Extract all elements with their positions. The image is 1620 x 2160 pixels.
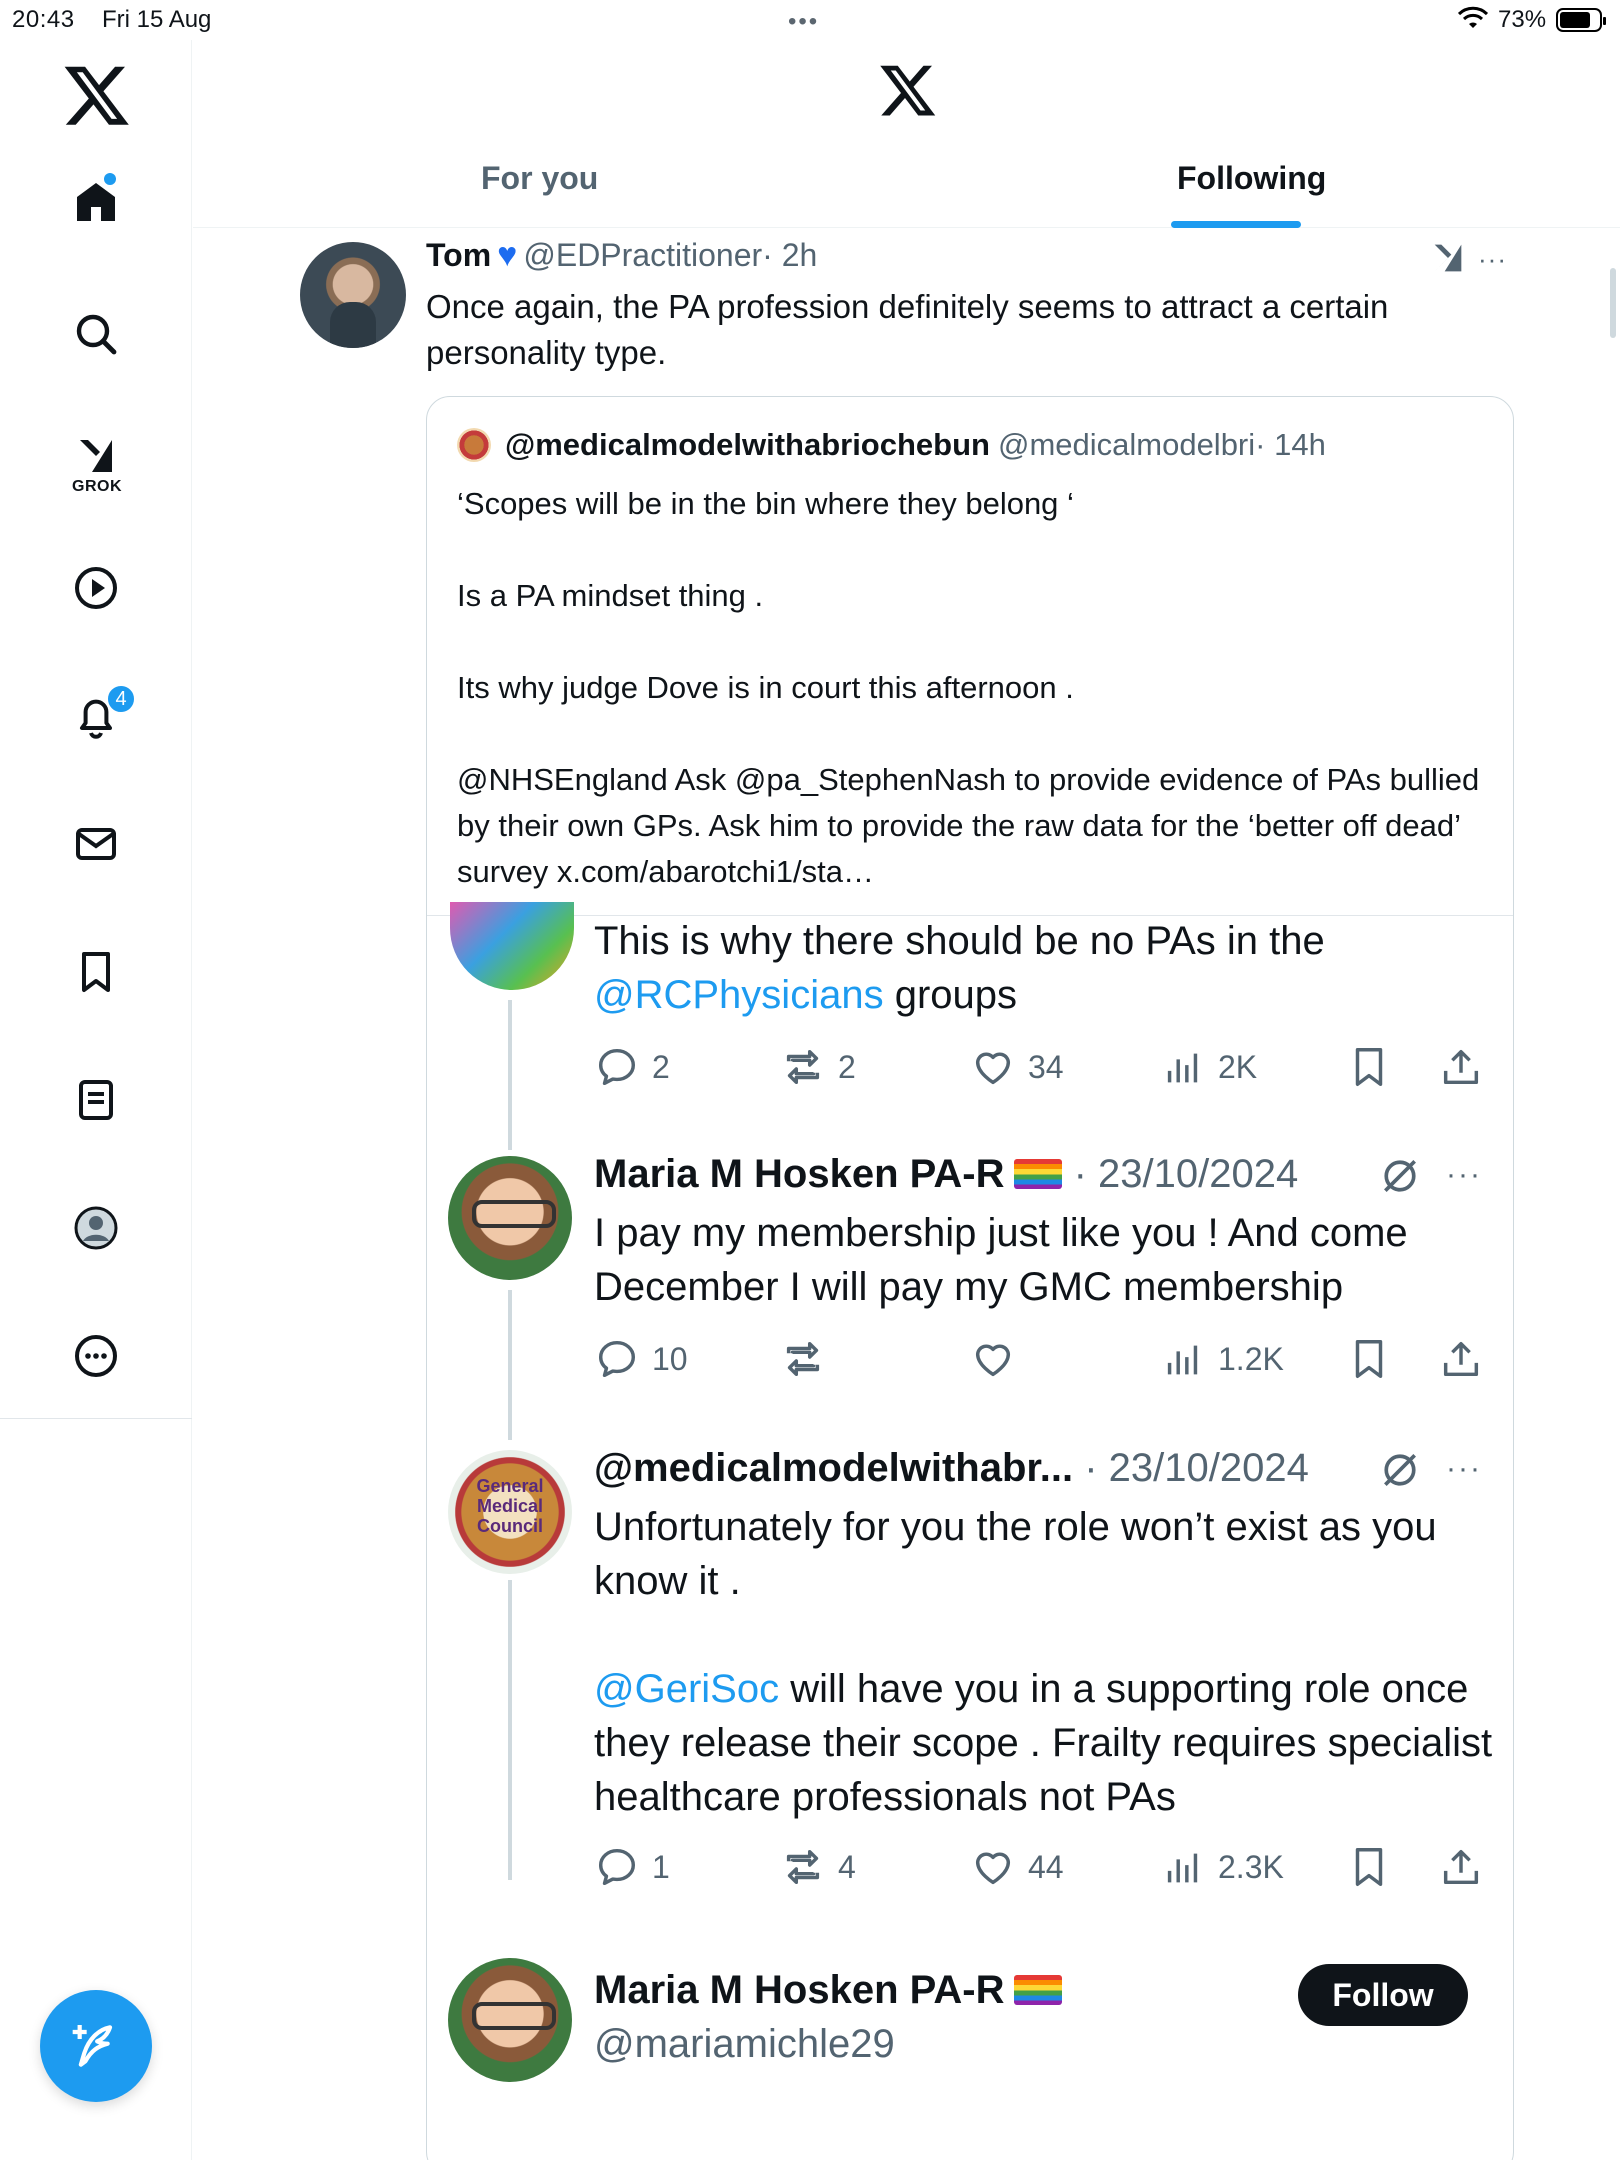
more-options-icon: ··· [1446, 1452, 1482, 1485]
author-handle[interactable]: @EDPractitioner [523, 237, 763, 273]
views-icon [1160, 1044, 1206, 1090]
share-button[interactable] [1438, 1044, 1496, 1090]
avatar [457, 428, 491, 462]
retweet-count: 4 [838, 1848, 856, 1885]
like-button[interactable] [970, 1844, 1064, 1890]
bookmark-button[interactable] [1346, 1336, 1404, 1382]
quoted-tweet-header [457, 427, 1326, 463]
like-button[interactable] [970, 1044, 1064, 1090]
reply-text [594, 914, 1494, 1022]
retweet-icon [780, 1044, 826, 1090]
play-icon[interactable] [60, 552, 132, 624]
reply-button[interactable] [594, 1844, 670, 1890]
retweet-button[interactable] [780, 1336, 838, 1382]
sidebar [0, 40, 192, 2160]
reply-author-name: Maria M Hosken PA-R [594, 1152, 1005, 1196]
bookmark-button[interactable] [1346, 1044, 1404, 1090]
heart-icon [970, 1844, 1016, 1890]
home-icon[interactable] [60, 166, 132, 238]
grok-icon[interactable] [1428, 238, 1468, 278]
tweet-time: · 2h [762, 237, 818, 273]
x-logo-icon[interactable] [878, 60, 938, 120]
status-date: Fri 15 Aug [102, 6, 212, 33]
quoted-paragraph: Is a PA mindset thing . [457, 578, 764, 613]
quoted-paragraph: @NHSEngland Ask @pa_StephenNash to provide evidence of PAs bullied by their own GPs. Ask him to provide the raw data for the ‘better off dead’ survey x.com/abarotchi1/sta… [457, 762, 1480, 889]
like-count: 44 [1028, 1848, 1064, 1885]
retweet-icon [780, 1336, 826, 1382]
retweet-button[interactable] [780, 1044, 856, 1090]
reply-count: 2 [652, 1048, 670, 1085]
bookmark-icon [1346, 1336, 1392, 1382]
views-button[interactable] [1160, 1844, 1284, 1890]
reply-text [594, 1500, 1494, 1824]
compose-button[interactable] [40, 1990, 152, 2102]
more-options-icon[interactable]: ··· [1478, 244, 1507, 274]
reply-button[interactable] [594, 1336, 688, 1382]
views-count: 2.3K [1218, 1848, 1284, 1885]
reply-text-part: Unfortunately for you the role won’t exist as you know it . [594, 1505, 1437, 1603]
avatar [448, 1156, 572, 1280]
more-circle-icon[interactable] [60, 1320, 132, 1392]
reply-actions [594, 1044, 1494, 1092]
quoted-tweet-time: · 14h [1255, 427, 1326, 462]
quoted-paragraph: ‘Scopes will be in the bin where they belong ‘ [457, 486, 1074, 521]
share-button[interactable] [1438, 1844, 1496, 1890]
bookmark-icon[interactable] [60, 936, 132, 1008]
share-icon [1438, 1844, 1484, 1890]
status-time: 20:43 [12, 6, 75, 33]
reply-date: · 23/10/2024 [1084, 1446, 1309, 1490]
share-button[interactable] [1438, 1336, 1496, 1382]
like-count: 34 [1028, 1048, 1064, 1085]
avatar [448, 1958, 572, 2082]
battery-percent: 73% [1498, 6, 1547, 33]
timeline-header [193, 40, 1620, 228]
sidebar-divider [0, 1418, 192, 1419]
rainbow-flag-icon [1014, 1159, 1062, 1189]
tweet-header [426, 236, 817, 275]
heart-icon [970, 1044, 1016, 1090]
retweet-icon [780, 1844, 826, 1890]
views-button[interactable] [1160, 1044, 1257, 1090]
reply-text-part: This is why there should be no PAs in the [594, 919, 1325, 963]
comment-icon [594, 1336, 640, 1382]
reply-date: · 23/10/2024 [1073, 1152, 1299, 1196]
views-count: 2K [1218, 1048, 1258, 1085]
thread-line [508, 1000, 512, 1150]
reply-author-name: @medicalmodelwithabr... [594, 1446, 1074, 1490]
author-name[interactable]: Tom [426, 237, 492, 273]
compose-icon [68, 2018, 124, 2074]
bookmark-icon [1346, 1844, 1392, 1890]
reply-count: 1 [652, 1848, 670, 1885]
blue-heart-icon: ♥ [497, 236, 518, 274]
grok-label: GROK [72, 478, 122, 495]
search-icon[interactable] [60, 298, 132, 370]
profile-card-name [594, 1968, 1062, 2013]
wifi-icon [1458, 6, 1488, 39]
tab-following[interactable]: Following [1177, 160, 1327, 196]
thread-line [508, 1580, 512, 1880]
views-icon [1160, 1844, 1206, 1890]
rainbow-flag-icon [1014, 1975, 1062, 2005]
mention-link[interactable]: @RCPhysicians [594, 973, 884, 1017]
share-icon [1438, 1044, 1484, 1090]
reply-header [594, 1152, 1298, 1197]
profile-handle: @mariamichle29 [594, 2022, 895, 2066]
list-icon[interactable] [60, 1064, 132, 1136]
battery-icon [1556, 8, 1602, 32]
reply-actions [594, 1844, 1494, 1892]
quoted-author-handle: @medicalmodelbri [997, 427, 1256, 462]
reply-count: 10 [652, 1340, 688, 1377]
views-count: 1.2K [1218, 1340, 1284, 1377]
scrollbar[interactable] [1610, 268, 1616, 338]
quoted-paragraph: Its why judge Dove is in court this afternoon . [457, 670, 1074, 705]
reply-text-part: groups [883, 973, 1017, 1017]
bookmark-button[interactable] [1346, 1844, 1404, 1890]
comment-icon [594, 1844, 640, 1890]
tab-active-indicator [1171, 221, 1301, 228]
bookmark-icon [1346, 1044, 1392, 1090]
like-button[interactable] [970, 1336, 1028, 1382]
mail-icon[interactable] [60, 808, 132, 880]
status-bar [0, 0, 1620, 40]
reply-button[interactable] [594, 1044, 670, 1090]
x-logo-icon[interactable] [62, 60, 132, 130]
tab-for-you[interactable]: For you [481, 160, 599, 196]
thread-line [508, 1290, 512, 1440]
tweet-text: Once again, the PA profession definitely seems to attract a certain personality type. [426, 288, 1389, 371]
mention-link[interactable]: @GeriSoc [594, 1667, 780, 1711]
home-unread-dot [104, 173, 116, 185]
reply-actions [594, 1336, 1494, 1384]
quoted-tweet-text [457, 481, 1487, 895]
profile-name: Maria M Hosken PA-R [594, 1968, 1005, 2012]
avatar [448, 1450, 572, 1574]
retweet-count: 2 [838, 1048, 856, 1085]
grok-disabled-icon [1378, 1448, 1422, 1492]
share-icon [1438, 1336, 1484, 1382]
reply-text-part: will have you in a supporting role once they release their scope . Frailty requires specialist healthcare professionals not PAs [594, 1667, 1493, 1819]
comment-icon [594, 1044, 640, 1090]
avatar[interactable] [300, 242, 406, 348]
views-icon [1160, 1336, 1206, 1382]
views-button[interactable] [1160, 1336, 1284, 1382]
more-options-icon: ··· [1446, 1158, 1482, 1191]
grok-disabled-icon [1378, 1154, 1422, 1198]
avatar-text: General Medical Council [476, 1476, 544, 1536]
notifications-badge: 4 [106, 684, 136, 714]
multitasking-dots[interactable]: ••• [788, 8, 820, 35]
retweet-button[interactable] [780, 1844, 856, 1890]
reply-text: I pay my membership just like you ! And come December I will pay my GMC membership [594, 1211, 1408, 1309]
reply-header [594, 1446, 1309, 1491]
heart-icon [970, 1336, 1016, 1382]
avatar-icon[interactable] [60, 1192, 132, 1264]
follow-button: Follow [1298, 1964, 1468, 2026]
quoted-author-name: @medicalmodelwithabriochebun [505, 427, 990, 462]
